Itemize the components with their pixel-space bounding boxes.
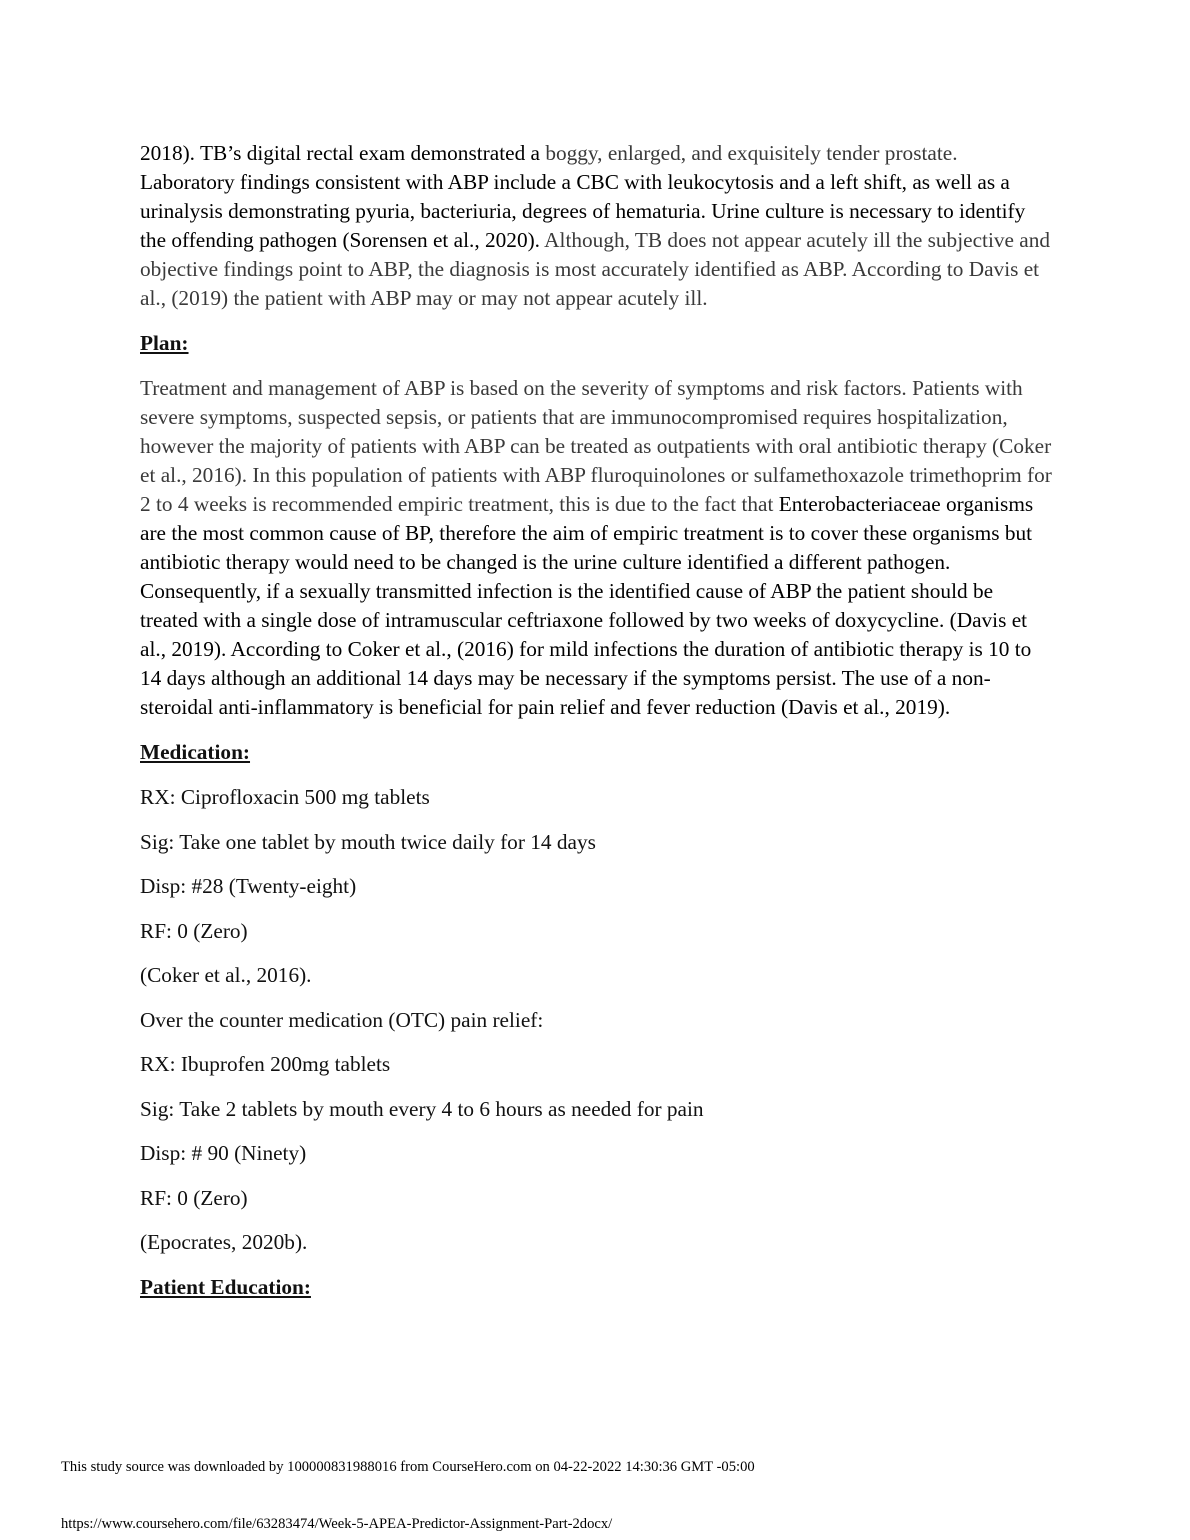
medication-line: RX: Ciprofloxacin 500 mg tablets <box>140 785 430 809</box>
medication-line: Over the counter medication (OTC) pain relief: <box>140 1007 544 1032</box>
plan-paragraph <box>140 374 1055 722</box>
patient-education-heading: Patient Education: <box>140 1274 311 1299</box>
medication-heading: Medication: <box>140 740 251 764</box>
plan-text-1: Treatment and management of ABP is based on the severity of symptoms and risk factors. Patients with severe symptoms, suspected sepsis, or patients that are immunocompromised requires hospitalization, however the majority of patients with ABP can be treated as outpatients with oral antibiotic therapy (Coker et al., 2016). In this population of patients with ABP fluroquinolones or sulfamethoxazole trimethoprim for 2 to 4 weeks is recommended empiric treatment, this is due to the fact that <box>140 376 1052 516</box>
download-source-footer: This study source was downloaded by 100000831988016 from CourseHero.com on 04-22-2022 14:30:36 GMT -05:00 <box>61 1459 755 1475</box>
medication-line: Disp: #28 (Twenty-eight) <box>140 874 357 898</box>
plan-text-2: Enterobacteriaceae organisms are the most common cause of BP, therefore the aim of empiric treatment is to cover these organisms but antibiotic therapy would need to be changed is the urine culture identified a different pathogen. Consequently, if a sexually transmitted infection is the identified cause of ABP the patient should be treated with a single dose of intramuscular ceftriaxone followed by two weeks of doxycycline. (Davis et al., 2019). According to Coker et al., (2016) for mild infections the duration of antibiotic therapy is 10 to 14 days although an additional 14 days may be necessary if the symptoms persist. The use of a non-steroidal anti-inflammatory is beneficial for pain relief and fever reduction (Davis et al., 2019). <box>140 492 1034 719</box>
medication-list <box>140 783 1055 1257</box>
intro-text-2: boggy, enlarged, and exquisitely tender prostate. <box>545 141 958 165</box>
medication-line: (Coker et al., 2016). <box>140 963 312 987</box>
medication-line: RF: 0 (Zero) <box>140 1185 248 1210</box>
intro-text-4: Although, TB does not appear acutely ill the subjective and objective findings point to ABP, the diagnosis is most accurately identified as ABP. According to Davis et al., (2019) the patient with ABP may or may not appear acutely ill. <box>140 228 1051 310</box>
intro-text-1: 2018). TB’s digital rectal exam demonstrated a <box>140 141 546 165</box>
assessment-paragraph <box>140 139 1055 313</box>
plan-heading: Plan: <box>140 331 189 355</box>
medication-line: (Epocrates, 2020b). <box>140 1230 308 1254</box>
medication-line: Disp: # 90 (Ninety) <box>140 1141 307 1165</box>
medication-line: RF: 0 (Zero) <box>140 918 248 943</box>
medication-line: Sig: Take one tablet by mouth twice daily for 14 days <box>140 829 596 854</box>
source-url-footer[interactable]: https://www.coursehero.com/file/63283474/Week-5-APEA-Predictor-Assignment-Part-2docx/ <box>61 1516 613 1532</box>
medication-line: Sig: Take 2 tablets by mouth every 4 to 6 hours as needed for pain <box>140 1096 704 1121</box>
intro-text-3: Laboratory findings consistent with ABP include a CBC with leukocytosis and a left shift, as well as a urinalysis demonstrating pyuria, bacteriuria, degrees of hematuria. Urine culture is necessary to identify the offending pathogen (Sorensen et al., 2020). <box>140 170 1026 252</box>
medication-line: RX: Ibuprofen 200mg tablets <box>140 1052 391 1076</box>
document-page <box>140 139 1055 1318</box>
